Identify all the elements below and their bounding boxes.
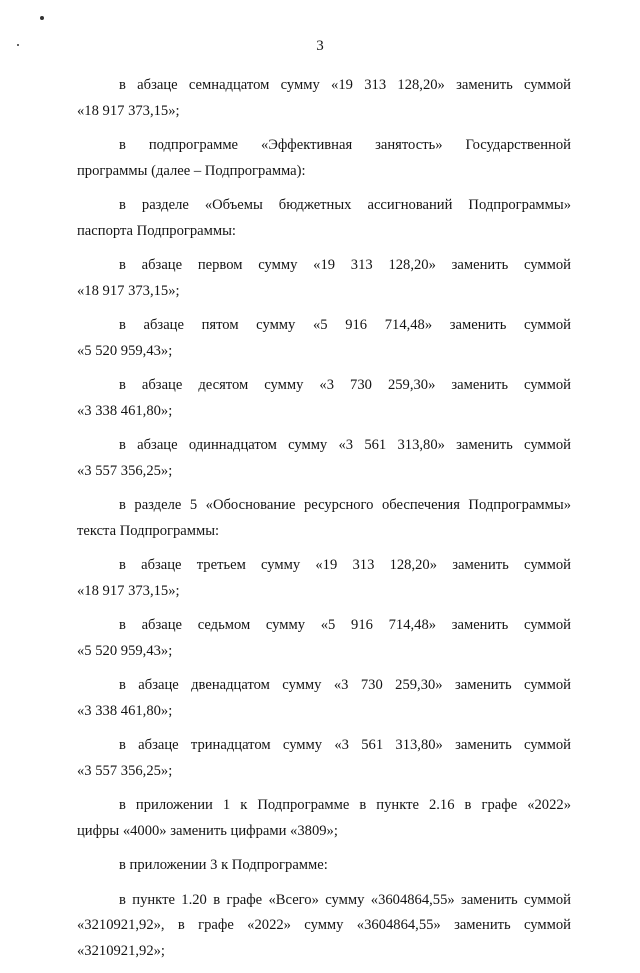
paragraph [77,193,571,244]
paragraph-line: в абзаце двенадцатом сумму «3 730 259,30» заменить суммой [119,677,571,693]
paragraph-line: «5 520 959,43»; [77,342,173,359]
paragraph [77,433,571,484]
paragraph-line: «18 917 373,15»; [77,282,180,299]
paragraph-line: «5 520 959,43»; [77,642,173,659]
paragraph-line: в абзаце одиннадцатом сумму «3 561 313,80» заменить суммой [119,437,571,453]
paragraph [77,613,571,664]
paragraph [77,253,571,304]
paragraph-line: «3 557 356,25»; [77,762,173,779]
paragraph-line: в абзаце первом сумму «19 313 128,20» заменить суммой [119,257,571,273]
document-body [77,73,571,973]
scan-speck [40,16,44,20]
paragraph [77,553,571,604]
page-number: 3 [316,38,324,54]
paragraph-line: в абзаце пятом сумму «5 916 714,48» заменить суммой [119,317,571,333]
paragraph [77,733,571,784]
paragraph-line: в разделе 5 «Обоснование ресурсного обеспечения Подпрограммы» [119,497,571,513]
paragraph-line: паспорта Подпрограммы: [77,222,236,239]
paragraph [77,73,571,124]
paragraph [77,373,571,424]
paragraph-line: «3210921,92»; [77,942,165,959]
paragraph-line: «3 338 461,80»; [77,402,173,419]
paragraph-line: в приложении 3 к Подпрограмме: [119,857,328,873]
paragraph-line: в разделе «Объемы бюджетных ассигнований Подпрограммы» [119,197,571,213]
paragraph-line: текста Подпрограммы: [77,522,220,539]
paragraph [77,493,571,544]
paragraph-line: «3210921,92», в графе «2022» сумму «3604864,55» заменить суммой [77,917,571,933]
paragraph-line: цифры «4000» заменить цифрами «3809»; [77,822,338,839]
paragraph-line: «18 917 373,15»; [77,102,180,119]
paragraph-line: в абзаце тринадцатом сумму «3 561 313,80» заменить суммой [119,737,571,753]
paragraph-line: программы (далее – Подпрограмма): [77,162,306,179]
paragraph-line: в абзаце третьем сумму «19 313 128,20» заменить суммой [119,557,571,573]
paragraph [77,853,571,879]
paragraph-line: «3 557 356,25»; [77,462,173,479]
paragraph-line: в абзаце десятом сумму «3 730 259,30» заменить суммой [119,377,571,393]
paragraph [77,133,571,184]
paragraph-line: в пункте 1.20 в графе «Всего» сумму «3604864,55» заменить суммой [119,891,571,908]
paragraph-line: в абзаце семнадцатом сумму «19 313 128,20» заменить суммой [119,77,571,93]
paragraph-line: «3 338 461,80»; [77,702,173,719]
paragraph [77,673,571,724]
paragraph-line: в приложении 1 к Подпрограмме в пункте 2.16 в графе «2022» [119,797,571,813]
paragraph-line: «18 917 373,15»; [77,582,180,599]
paragraph-line: в подпрограмме «Эффективная занятость» Государственной [119,137,571,153]
paragraph [77,888,571,965]
paragraph [77,793,571,844]
paragraph [77,313,571,364]
paragraph-line: в абзаце седьмом сумму «5 916 714,48» заменить суммой [119,617,571,633]
